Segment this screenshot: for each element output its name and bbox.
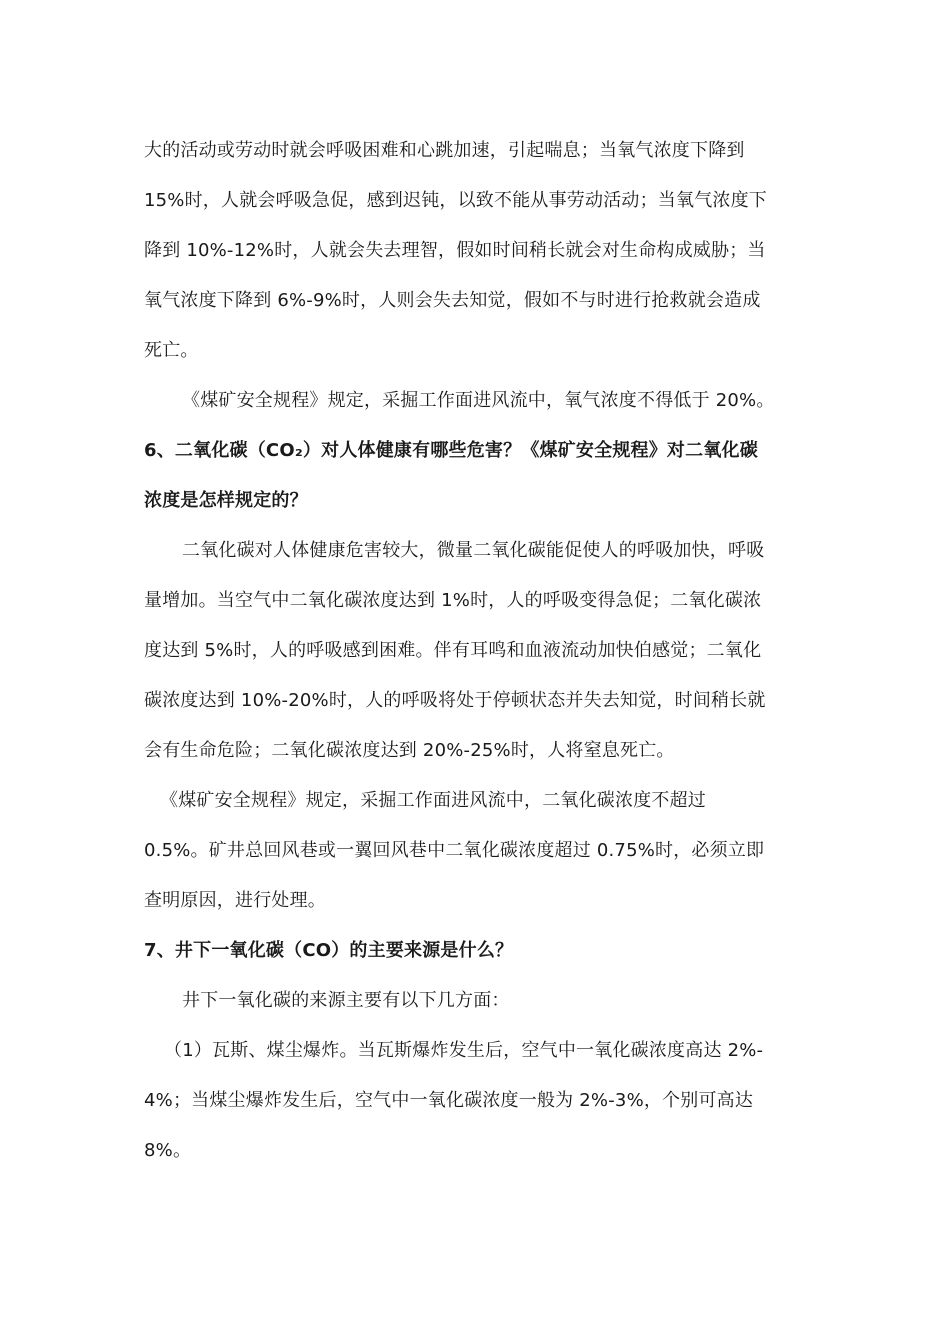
paragraph-line: 降到 10%-12%时，人就会失去理智，假如时间稍长就会对生命构成威胁；当 bbox=[144, 240, 766, 261]
paragraph-line: 大的活动或劳动时就会呼吸困难和心跳加速，引起喘息；当氧气浓度下降到 bbox=[144, 140, 745, 161]
section-heading: 浓度是怎样规定的？ bbox=[144, 490, 308, 511]
paragraph-line: 0.5%。矿井总回风巷或一翼回风巷中二氧化碳浓度超过 0.75%时，必须立即 bbox=[144, 840, 765, 861]
paragraph-line: 二氧化碳对人体健康危害较大，微量二氧化碳能促使人的呼吸加快，呼吸 bbox=[182, 540, 765, 561]
paragraph-line: （1）瓦斯、煤尘爆炸。当瓦斯爆炸发生后，空气中一氧化碳浓度高达 2%- bbox=[164, 1040, 764, 1061]
paragraph-line: 8%。 bbox=[144, 1140, 192, 1161]
section-heading: 7、井下一氧化碳（CO）的主要来源是什么？ bbox=[144, 940, 514, 961]
section-heading: 6、二氧化碳（CO₂）对人体健康有哪些危害？《煤矿安全规程》对二氧化碳 bbox=[144, 440, 758, 461]
paragraph-line: 度达到 5%时，人的呼吸感到困难。伴有耳鸣和血液流动加快伯感觉；二氧化 bbox=[144, 640, 762, 661]
paragraph-line: 量增加。当空气中二氧化碳浓度达到 1%时，人的呼吸变得急促；二氧化碳浓 bbox=[144, 590, 762, 611]
paragraph-line: 氧气浓度下降到 6%-9%时，人则会失去知觉，假如不与时进行抢救就会造成 bbox=[144, 290, 761, 311]
paragraph-line: 《煤矿安全规程》规定，采掘工作面进风流中，二氧化碳浓度不超过 bbox=[160, 790, 706, 811]
paragraph-line: 会有生命危险；二氧化碳浓度达到 20%-25%时，人将窒息死亡。 bbox=[144, 740, 675, 761]
paragraph-line: 《煤矿安全规程》规定，采掘工作面进风流中，氧气浓度不得低于 20%。 bbox=[182, 390, 775, 411]
paragraph-line: 碳浓度达到 10%-20%时，人的呼吸将处于停顿状态并失去知觉，时间稍长就 bbox=[144, 690, 766, 711]
paragraph-line: 查明原因，进行处理。 bbox=[144, 890, 326, 911]
paragraph-line: 井下一氧化碳的来源主要有以下几方面： bbox=[182, 990, 510, 1011]
paragraph-line: 15%时，人就会呼吸急促，感到迟钝，以致不能从事劳动活动；当氧气浓度下 bbox=[144, 190, 768, 211]
paragraph-line: 死亡。 bbox=[144, 340, 199, 361]
paragraph-line: 4%；当煤尘爆炸发生后，空气中一氧化碳浓度一般为 2%-3%，个别可高达 bbox=[144, 1090, 754, 1111]
